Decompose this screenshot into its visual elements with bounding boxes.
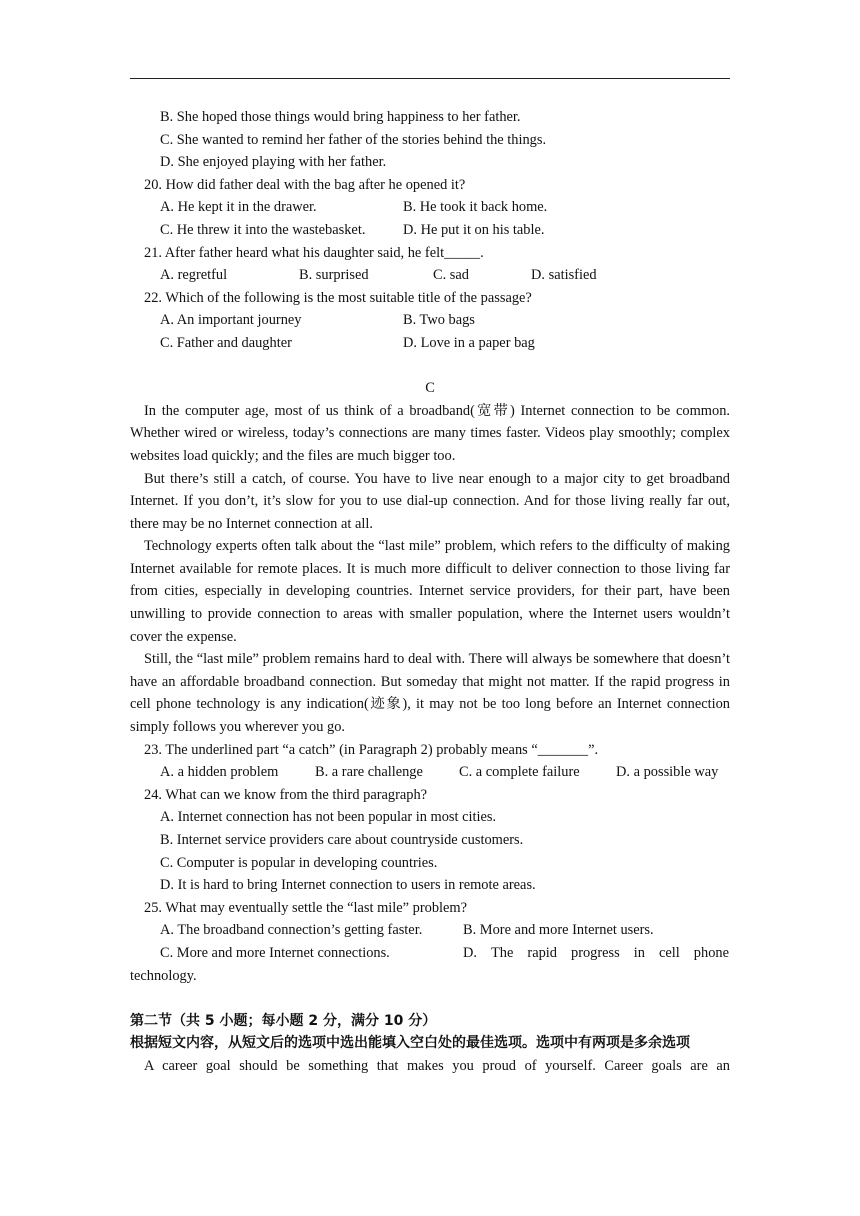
q25-option-d-continued: technology.	[130, 967, 197, 984]
q20-stem: 20. How did father deal with the bag after he opened it?	[144, 176, 466, 193]
q19-option-d: D. She enjoyed playing with her father.	[160, 154, 387, 171]
q24-option-d: D. It is hard to bring Internet connection to users in remote areas.	[160, 877, 536, 894]
q22-option-c: C. Father and daughter	[160, 334, 292, 351]
section-2-passage: A career goal should be something that makes you proud of yourself. Career goals are an	[144, 1057, 730, 1074]
header-rule	[130, 78, 730, 79]
passage-c-heading: C	[425, 380, 435, 397]
passage-c-paragraph-1: In the computer age, most of us think of a broadband(宽带) Internet connection to be common. Whether wired or wireless, today’s connections are many times faster. Videos play smoothly; complex websites load quickly; and the files are much bigger too.	[130, 402, 730, 464]
q22-option-a: A. An important journey	[160, 312, 302, 329]
q21-option-b: B. surprised	[299, 267, 369, 284]
passage-c-paragraph-3: Technology experts often talk about the “last mile” problem, which refers to the difficulty of making Internet available for remote places. It is much more difficult to deliver connection to those living far from cities, especially in developing countries. Internet service providers, for their part, have been unwilling to provide connection to areas with smaller population, where the Internet users wouldn’t cover the expense.	[130, 538, 730, 645]
q21-option-a: A. regretful	[160, 267, 228, 284]
q21-option-d: D. satisfied	[531, 267, 597, 284]
q25-option-d: D. The rapid progress in cell phone	[463, 944, 729, 961]
q19-option-b: B. She hoped those things would bring happiness to her father.	[160, 109, 521, 125]
q23-option-d: D. a possible way	[616, 764, 719, 781]
q24-option-b: B. Internet service providers care about countryside customers.	[160, 832, 524, 848]
q23-option-c: C. a complete failure	[459, 764, 580, 781]
q25-options-row2	[130, 942, 730, 965]
q23-stem: 23. The underlined part “a catch” (in Paragraph 2) probably means “_______”.	[144, 741, 599, 758]
q22-option-b: B. Two bags	[403, 312, 475, 329]
q25-stem: 25. What may eventually settle the “last mile” problem?	[144, 899, 468, 916]
q20-option-d: D. He put it on his table.	[403, 221, 545, 238]
q21-option-c: C. sad	[433, 267, 469, 284]
q24-stem: 24. What can we know from the third paragraph?	[144, 786, 428, 803]
q23-options	[130, 761, 730, 784]
q22-options-row1	[130, 309, 730, 332]
q25-option-b: B. More and more Internet users.	[463, 922, 654, 939]
q20-option-a: A. He kept it in the drawer.	[160, 199, 317, 216]
q20-options-row1	[130, 196, 730, 219]
q20-option-c: C. He threw it into the wastebasket.	[160, 221, 366, 238]
q25-option-c: C. More and more Internet connections.	[160, 944, 390, 961]
page-content	[130, 106, 730, 1078]
q23-option-a: A. a hidden problem	[160, 764, 279, 781]
section-2-instruction: 根据短文内容，从短文后的选项中选出能填入空白处的最佳选项。选项中有两项是多余选项	[130, 1035, 690, 1052]
q22-options-row2	[130, 332, 730, 355]
q21-stem: 21. After father heard what his daughter said, he felt_____.	[144, 244, 484, 261]
q25-option-a: A. The broadband connection’s getting faster.	[160, 922, 423, 939]
q24-option-c: C. Computer is popular in developing countries.	[160, 854, 438, 871]
q23-option-b: B. a rare challenge	[315, 764, 423, 781]
passage-c-paragraph-2: But there’s still a catch, of course. You have to live near enough to a major city to get broadband Internet. If you don’t, it’s slow for you to use dial-up connection. And for those living really far out, there may be no Internet connection at all.	[130, 470, 730, 532]
q24-option-a: A. Internet connection has not been popular in most cities.	[160, 809, 497, 826]
q20-options-row2	[130, 219, 730, 242]
section-2-title: 第二节（共 5 小题；每小题 2 分，满分 10 分）	[130, 1012, 437, 1029]
q25-options-row1	[130, 919, 730, 942]
q22-stem: 22. Which of the following is the most suitable title of the passage?	[144, 289, 532, 306]
q19-option-c: C. She wanted to remind her father of the stories behind the things.	[160, 131, 547, 148]
q21-options	[130, 264, 730, 287]
q22-option-d: D. Love in a paper bag	[403, 334, 535, 351]
q20-option-b: B. He took it back home.	[403, 199, 548, 216]
passage-c-paragraph-4: Still, the “last mile” problem remains hard to deal with. There will always be somewhere that doesn’t have an affordable broadband connection. But someday that might not matter. If the rapid progress in cell phone technology is any indication(迹象), it may not be too long before an Internet connection simply follows you wherever you go.	[130, 651, 730, 736]
